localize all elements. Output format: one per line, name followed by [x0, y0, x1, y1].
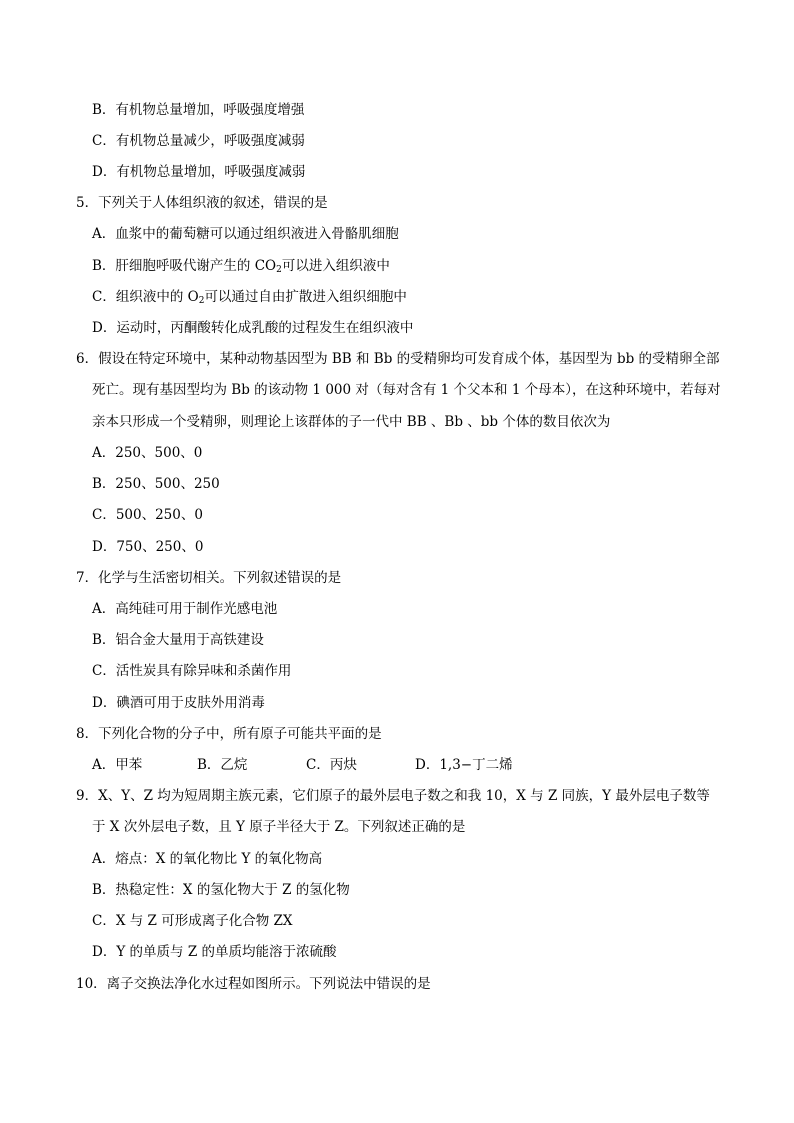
q5-option-b-sub: 2 [276, 265, 282, 275]
q5-option-a: A．血浆中的葡萄糖可以通过组织液进入骨骼肌细胞 [92, 226, 399, 242]
q9-stem-line2: 于 X 次外层电子数，且 Y 原子半径大于 Z。下列叙述正确的是 [92, 819, 466, 835]
q6-stem-line3: 亲本只形成一个受精卵，则理论上该群体的子一代中 BB 、Bb 、bb 个体的数目依次为 [92, 414, 611, 430]
q9-option-c: C．X 与 Z 可形成离子化合物 ZX [92, 913, 293, 929]
q6-stem-line1: 6．假设在特定环境中，某种动物基因型为 BB 和 Bb 的受精卵均可发育成个体，基因型为 bb 的受精卵全部 [76, 351, 720, 367]
q6-stem-line2: 死亡。现有基因型均为 Bb 的该动物 1 000 对（每对含有 1 个父本和 1 个母本），在这种环境中，若每对 [92, 382, 721, 398]
q9-option-d: D．Y 的单质与 Z 的单质均能溶于浓硫酸 [92, 944, 337, 960]
q5-option-c-pre: C．组织液中的 O [92, 289, 199, 305]
q5-option-c-sub: 2 [198, 296, 205, 306]
q6-option-c: C．500、250、0 [92, 507, 203, 523]
q5-option-b-post: 可以进入组织液中 [281, 258, 390, 274]
q8-options-row [92, 759, 513, 773]
q8-stem: 8．下列化合物的分子中，所有原子可能共平面的是 [76, 726, 382, 742]
q7-option-a: A．高纯硅可用于制作光感电池 [92, 601, 278, 617]
q8-option-a: A．甲苯 [92, 757, 143, 773]
q7-option-c: C．活性炭具有除异味和杀菌作用 [92, 663, 292, 679]
q4-option-b: B．有机物总量增加，呼吸强度增强 [92, 102, 305, 118]
q6-option-b: B．250、500、250 [92, 476, 220, 492]
q8-option-c: C．丙炔 [306, 757, 357, 773]
q10-stem: 10．离子交换法净化水过程如图所示。下列说法中错误的是 [76, 976, 431, 992]
q6-option-a: A．250、500、0 [92, 445, 203, 461]
q4-option-c: C．有机物总量减少，呼吸强度减弱 [92, 133, 305, 149]
q5-option-b [92, 260, 390, 274]
q5-option-d: D．运动时，丙酮酸转化成乳酸的过程发生在组织液中 [92, 320, 414, 336]
q6-option-d: D．750、250、0 [92, 539, 204, 555]
q8-option-d: D．1,3−丁二烯 [415, 757, 513, 773]
q5-option-b-pre: B．肝细胞呼吸代谢产生的 CO [92, 258, 277, 274]
q5-stem: 5．下列关于人体组织液的叙述，错误的是 [76, 195, 328, 211]
q7-option-d: D．碘酒可用于皮肤外用消毒 [92, 695, 265, 711]
q7-option-b: B．铝合金大量用于高铁建设 [92, 632, 264, 648]
q5-option-c-post: 可以通过自由扩散进入组织细胞中 [204, 289, 407, 305]
q4-option-d: D．有机物总量增加，呼吸强度减弱 [92, 164, 306, 180]
q9-stem-line1: 9．X、Y、Z 均为短周期主族元素，它们原子的最外层电子数之和我 10，X 与 Z 同族，Y 最外层电子数等 [76, 788, 710, 804]
q9-option-a: A．熔点：X 的氧化物比 Y 的氧化物高 [92, 851, 323, 867]
q8-option-b: B．乙烷 [197, 757, 248, 773]
q5-option-c [92, 291, 407, 305]
q9-option-b: B．热稳定性：X 的氢化物大于 Z 的氢化物 [92, 882, 350, 898]
q7-stem: 7．化学与生活密切相关。下列叙述错误的是 [76, 570, 342, 586]
